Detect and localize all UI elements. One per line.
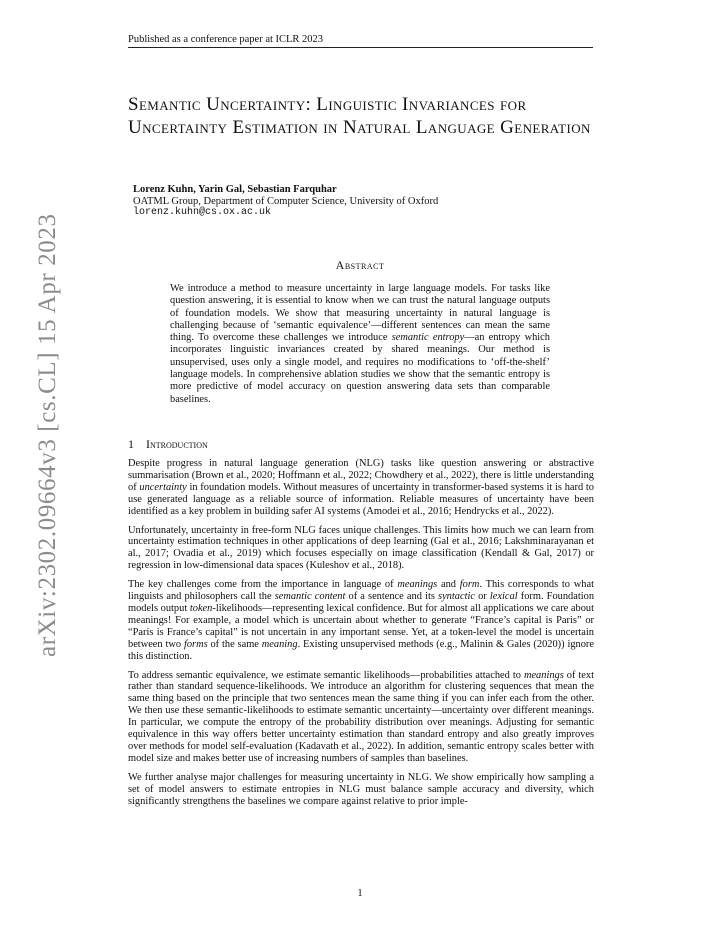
arxiv-watermark: arXiv:2302.09664v3 [cs.CL] 15 Apr 2023 bbox=[34, 213, 61, 657]
abstract-emphasis: semantic entropy bbox=[391, 332, 465, 344]
abstract-heading: Abstract bbox=[335, 258, 385, 272]
abstract-text bbox=[170, 283, 550, 406]
p3-text-7: -likelihoods—representing lexical confidence. But for almost all applications we care about meanings! For example, a model which is uncertain about whether to generate “France’s capital is Paris” or “Paris is France’s capital” is not uncertain in any important sense. Yet, at a token-level the model is uncertain between two bbox=[128, 602, 594, 650]
abstract-text-2: —an entropy which incorporates linguistic invariances created by shared meanings. Our method is unsupervised, uses only a single model, and requires no modifications to ‘off-the-shelf’ language models. In comprehensive ablation studies we show that the semantic entropy is more predictive of model accuracy on question answering data sets than comparable baselines. bbox=[170, 332, 550, 405]
p3-emphasis-8: meaning bbox=[261, 638, 298, 650]
page-number: 1 bbox=[357, 888, 363, 899]
author-names: Lorenz Kuhn, Yarin Gal, Sebastian Farquhar bbox=[133, 184, 337, 195]
author-affiliation: OATML Group, Department of Computer Science, University of Oxford bbox=[133, 195, 439, 207]
abstract-text-1: We introduce a method to measure uncertainty in large language models. For tasks like question answering, it is essential to know when we can trust the natural language outputs of foundation models. We show that measuring uncertainty in natural language is challenging because of ‘semantic equivalence’—different sentences can mean the same thing. To overcome these challenges we introduce bbox=[170, 283, 550, 344]
p3-emphasis-4: syntactic bbox=[438, 591, 475, 603]
p1-text-1: Despite progress in natural language generation (NLG) tasks like question answering or abstractive summarisation (Brown et al., 2020; Hoffmann et al., 2022; Chowdhery et al., 2022), there is little understanding of bbox=[128, 458, 594, 493]
p3-text-1: The key challenges come from the importance in language of bbox=[128, 579, 398, 591]
p3-text-3: . This corresponds to what linguists and philosophers call the bbox=[128, 579, 594, 603]
paragraph-1 bbox=[128, 458, 594, 518]
p3-emphasis-2: form bbox=[459, 579, 480, 591]
p3-emphasis-7: forms bbox=[183, 638, 208, 650]
p3-text-5: or bbox=[474, 591, 490, 603]
section-title: Introduction bbox=[146, 437, 208, 451]
p4-text-1: To address semantic equivalence, we estimate semantic likelihoods—probabilities attached to bbox=[128, 669, 524, 681]
p3-emphasis-3: semantic content bbox=[274, 591, 346, 603]
section-number: 1 bbox=[128, 437, 134, 451]
paragraph-3 bbox=[128, 579, 594, 662]
p3-text-4: of a sentence and its bbox=[345, 591, 439, 603]
p3-text-8: of the same bbox=[207, 638, 262, 650]
running-header: Published as a conference paper at ICLR 2023 bbox=[128, 34, 593, 48]
paragraph-5: We further analyse major challenges for measuring uncertainty in NLG. We show empirically how sampling a set of model answers to estimate entropies in NLG must balance sample accuracy and diversity, which significantly strengthens the baselines we compare against relative to prior imple- bbox=[128, 771, 594, 807]
section-heading bbox=[128, 437, 208, 452]
paragraph-4 bbox=[128, 670, 594, 765]
p3-text-6: form. Foundation models output bbox=[128, 591, 595, 614]
p3-emphasis-5: lexical bbox=[489, 591, 518, 603]
paragraph-2: Unfortunately, uncertainty in free-form NLG faces unique challenges. This limits how much we can learn from uncertainty estimation techniques in other applications of deep learning (Gal et al., 2016; Lakshminarayanan et al., 2017; Ovadia et al., 2019) which focuses especially on image classification (Kendall & Gal, 2017) or regression in low-dimensional data spaces (Kuleshov et al., 2018). bbox=[128, 524, 594, 572]
p3-text-9: . Existing unsupervised methods (e.g., Malinin & Gales (2020)) ignore this distinction. bbox=[128, 638, 594, 662]
author-email[interactable]: lorenz.kuhn@cs.ox.ac.uk bbox=[133, 207, 272, 218]
body-text bbox=[128, 458, 594, 814]
author-block bbox=[133, 184, 438, 219]
p1-text-2: in foundation models. Without measures of uncertainty in transformer-based systems it is hard to use generated language as a reliable source of information. Reliable measures of uncertainty have been identified as a key problem in building safer AI systems (Amodei et al., 2016; Hendrycks et al., 2022). bbox=[128, 481, 594, 517]
p3-emphasis-6: token bbox=[189, 602, 213, 614]
paper-title: Semantic Uncertainty: Linguistic Invariances for Uncertainty Estimation in Natural Language Generation bbox=[128, 94, 591, 138]
p3-emphasis-1: meanings bbox=[397, 579, 438, 591]
p4-text-2: of text rather than standard sequence-likelihoods. We introduce an algorithm for clustering sequences that mean the same thing based on the principle that two sentences mean the same thing if you can infer each from the other. We then use these semantic-likelihoods to estimate semantic uncertainty—uncertainty over different meanings. In particular, we compute the entropy of the probability distribution over meanings. Adjusting for semantic equivalence in this way offers better uncertainty estimation than standard entropy and also greatly improves over methods for model self-evaluation (Kadavath et al., 2022). In addition, semantic entropy scales better with model size and makes better use of increasing numbers of samples than baselines. bbox=[128, 669, 594, 764]
p3-text-2: and bbox=[437, 579, 460, 591]
p1-emphasis-1: uncertainty bbox=[139, 481, 187, 493]
p4-emphasis-1: meanings bbox=[523, 669, 564, 681]
